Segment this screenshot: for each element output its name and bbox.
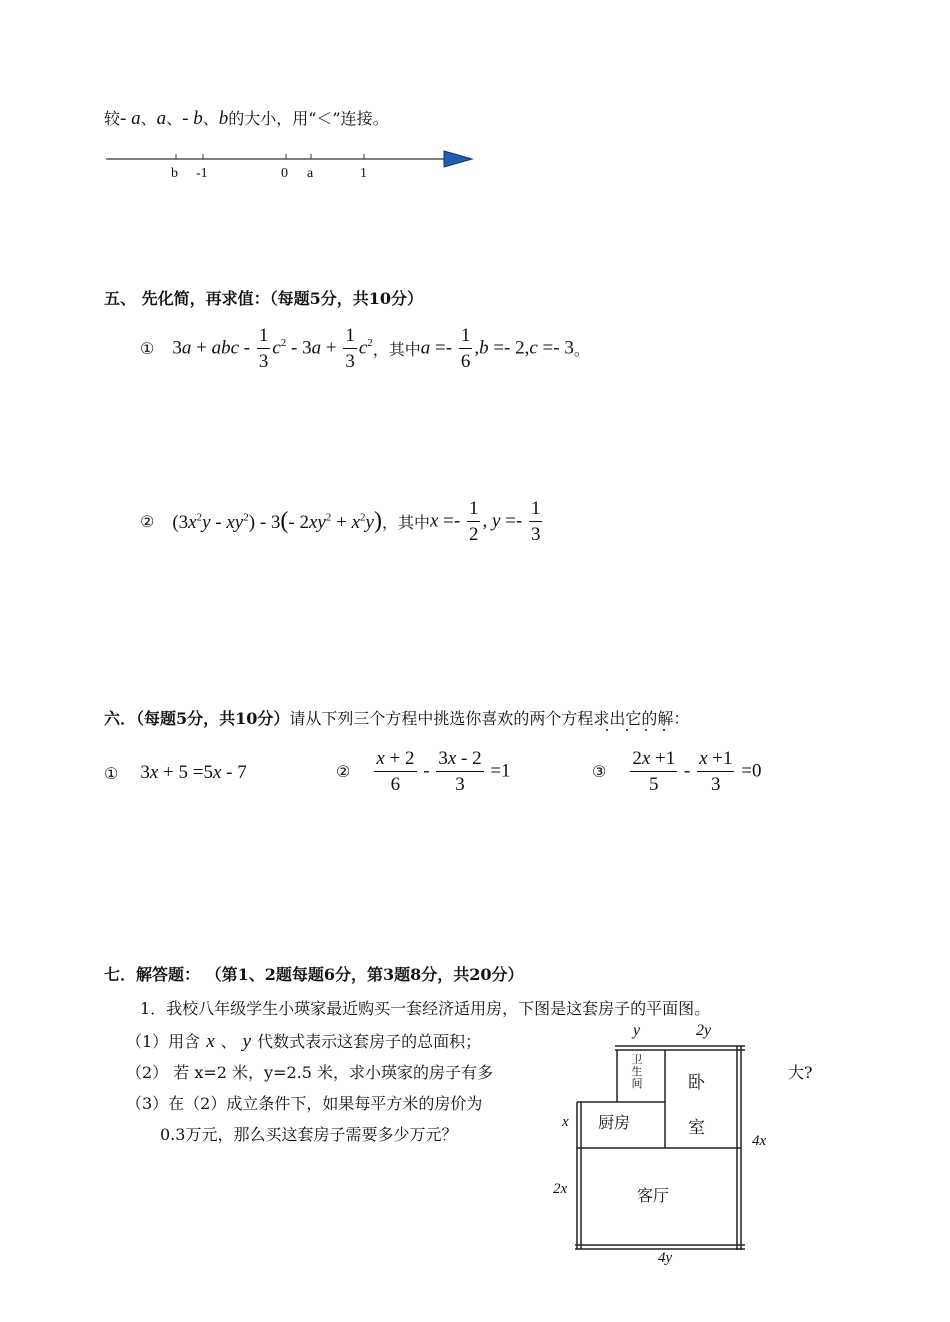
term-neg-b: - b: [182, 108, 203, 129]
q1-number: ①: [140, 339, 155, 359]
dim-x-left: x: [562, 1114, 569, 1130]
problem1-part2: （2） 若 x=2 米，y=2.5 米，求小瑛家的房子有多: [126, 1063, 494, 1082]
room-living: 客厅: [637, 1186, 670, 1205]
q2-values: x =- $\frac{1}{2}$ , y =- $\frac{1}{3}$: [429, 498, 541, 545]
eq1-number: ①: [104, 763, 119, 783]
tick-label-0: 0: [281, 166, 288, 181]
compare-suffix: 的大小，用“＜”连接。: [228, 109, 389, 128]
eq3-expression: $\frac{2x +1}{5}$ - $\frac{x +1}{3}$ =0: [632, 748, 762, 795]
dim-2y-top: 2y: [696, 1022, 712, 1039]
emphasis-dot: [645, 729, 647, 731]
term-neg-a: - a: [120, 108, 141, 129]
dim-y-top: y: [633, 1022, 641, 1039]
section6-eq3: [592, 749, 761, 795]
eq3-number: ③: [592, 762, 607, 782]
q1-expression: 3a + abc - $\frac{1}{3}$ $c^2 - 3a$ + $\frac{1}{3}$ $c^2$: [172, 325, 373, 372]
term-b: b: [218, 108, 229, 129]
tick-label-a: a: [307, 166, 314, 181]
eq2-expression: $\frac{x + 2}{6}$ - $\frac{3x - 2}{3}$ =1: [376, 748, 511, 795]
term-a: a: [156, 108, 167, 129]
problem1-part3: （3）在（2）成立条件下，如果每平方米的房价为: [126, 1094, 483, 1113]
tick-label-1: 1: [360, 166, 367, 181]
section6-eq2: [336, 749, 511, 795]
section6-title-bold: 六．（每题5分，共10分）: [104, 709, 290, 728]
emphasis-dot: [663, 729, 665, 731]
section7-title: 七．解答题： （第1、2题每题6分，第3题8分，共20分）: [104, 965, 524, 984]
room-bathroom: 卫生间: [631, 1053, 643, 1090]
dim-2x-left: 2x: [553, 1181, 568, 1197]
part1-tail: 代数式表示这套房子的总面积；: [257, 1032, 482, 1051]
compare-instruction: [104, 106, 389, 130]
q2-expression: $(3x^2y - xy^2) - 3(-$ $2xy^2 + x^2y$): [172, 508, 382, 535]
q1-values: a =- $\frac{1}{6}$ ,b =- 2,c =- 3: [420, 325, 574, 372]
section5-q1: ① 3a + abc - $\frac{1}{3}$ $c^2 - 3a$ + $\frac{1}{3}$ $c^2$ ，其中 a =- $\frac{1}{6}$ ,b =- 2,c =- 3 。: [140, 325, 590, 372]
compare-prefix: 较: [104, 109, 121, 128]
tick-label-neg1: -1: [196, 166, 208, 181]
separator: 、: [202, 109, 219, 128]
q1-where: ，其中: [372, 340, 421, 360]
section5-q2: [140, 499, 544, 545]
separator: 、: [140, 109, 157, 128]
room-bedroom-1: 卧: [688, 1073, 705, 1093]
part1-text: （1）用含: [126, 1032, 201, 1051]
tick-label-b: b: [171, 166, 178, 181]
eq1-expression: 3x + 5 =5x - 7: [140, 762, 247, 783]
q2-number: ②: [140, 512, 155, 532]
arrow-head-icon: [444, 151, 472, 167]
problem1-part3-cont: 0.3万元，那么买这套房子需要多少万元？: [160, 1125, 458, 1144]
room-kitchen: 厨房: [598, 1113, 631, 1132]
q2-where: ，其中: [381, 513, 430, 533]
problem1-part2-tail: 大?: [788, 1063, 813, 1082]
section6-title: [104, 706, 689, 729]
section6-title-rest: 请从下列三个方程中挑选你喜欢的两个方程求出它的解：: [289, 709, 690, 728]
room-bedroom-2: 室: [688, 1118, 705, 1138]
emphasis-dot: [626, 729, 628, 731]
problem1-part1: （1）用含 x 、 y 代数式表示这套房子的总面积；: [126, 1031, 482, 1052]
eq2-number: ②: [336, 762, 351, 782]
separator: 、: [166, 109, 183, 128]
dim-4x-right: 4x: [752, 1133, 767, 1149]
problem1-intro: 1．我校八年级学生小瑛家最近购买一套经济适用房，下图是这套房子的平面图。: [140, 999, 711, 1018]
floor-plan-diagram: [555, 1020, 785, 1270]
dim-4y-bottom: 4y: [658, 1250, 673, 1266]
section6-eq1: [104, 762, 247, 784]
emphasis-dot: [606, 729, 608, 731]
number-line: [100, 145, 480, 190]
section5-title: 五、 先化简，再求值：（每题5分，共10分）: [104, 289, 423, 308]
